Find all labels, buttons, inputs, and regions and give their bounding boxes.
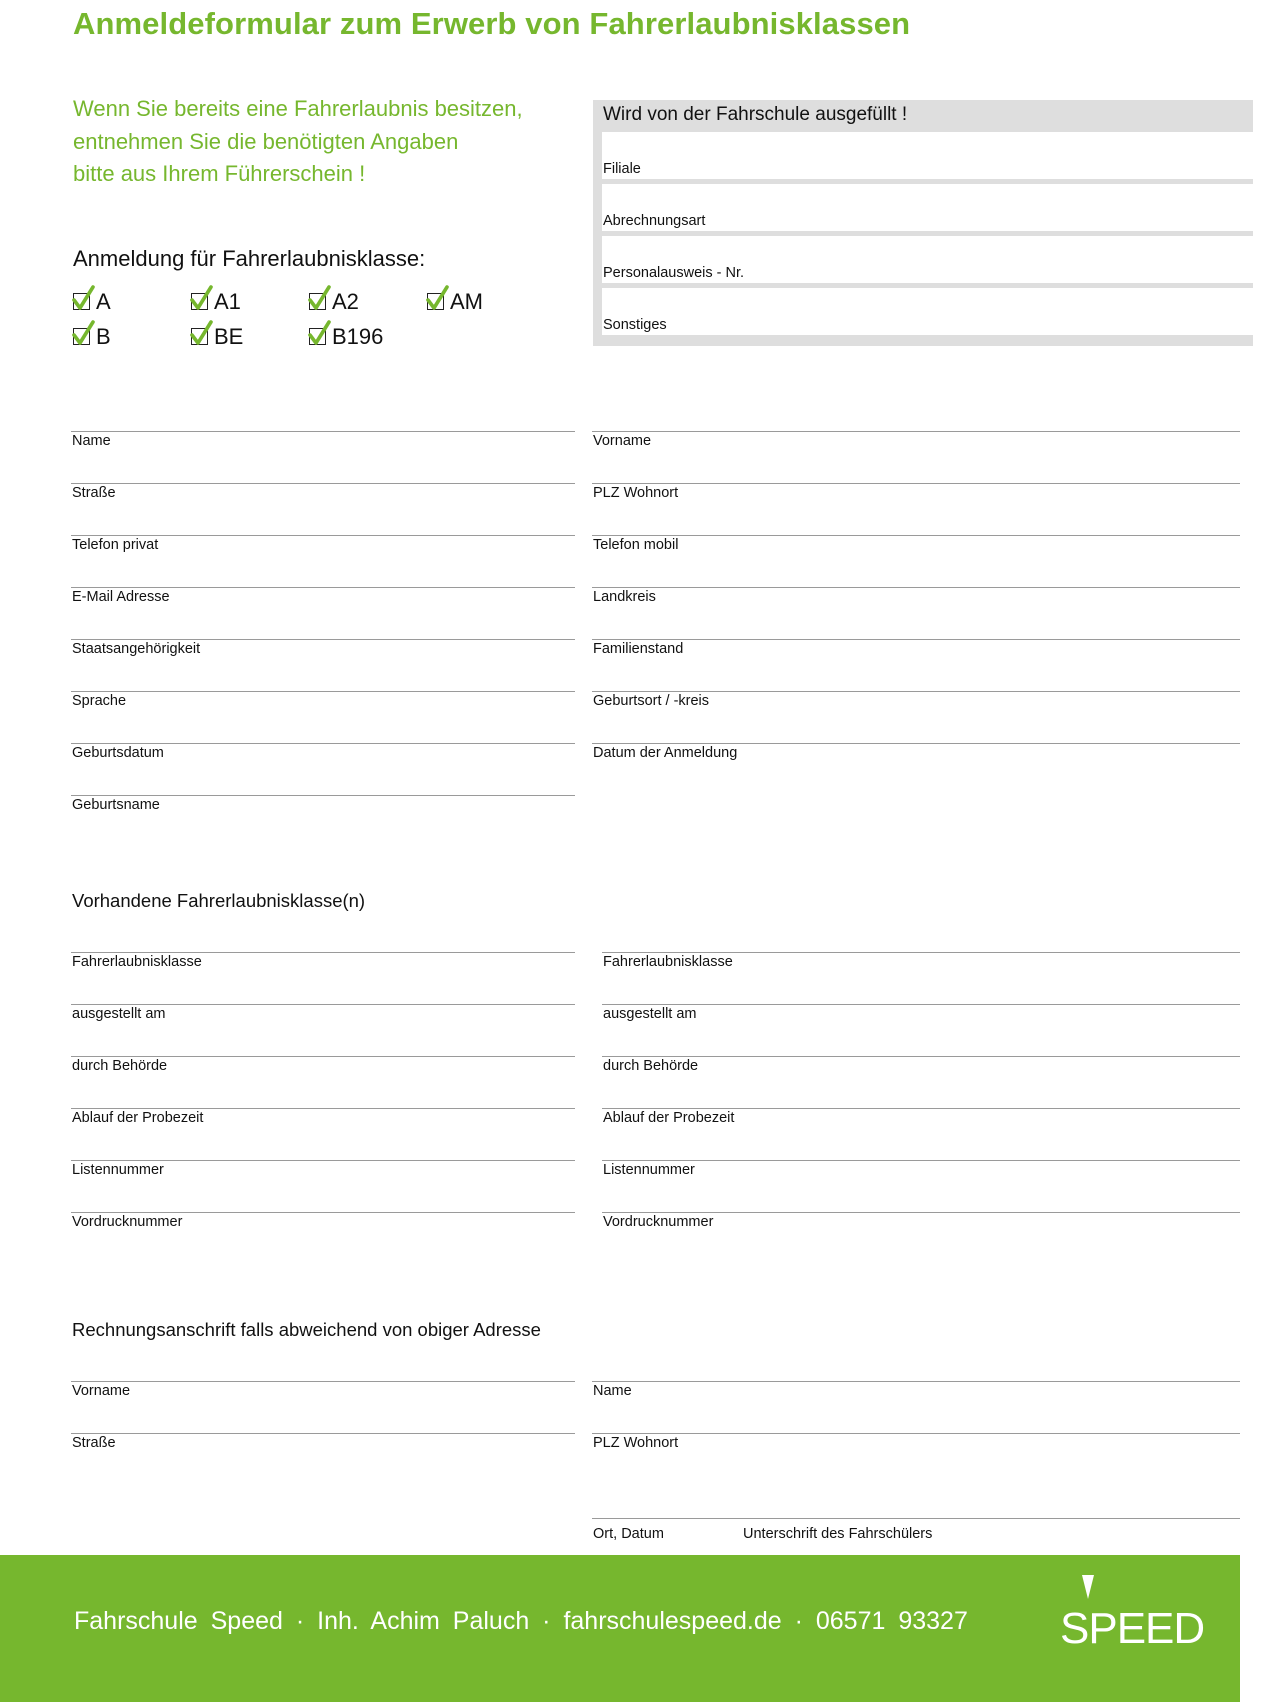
speed-logo-text: SPEED (1060, 1604, 1205, 1653)
field-birth-place[interactable] (592, 691, 1240, 736)
field-probation-end-2[interactable] (602, 1108, 1240, 1153)
office-field-label: Personalausweis - Nr. (603, 265, 745, 281)
checkmark-icon (72, 286, 96, 312)
office-field-id-number[interactable] (602, 236, 1262, 283)
field-name[interactable] (71, 431, 575, 476)
checkbox-box (427, 293, 444, 310)
field-label: Name (72, 433, 111, 449)
field-label: Geburtsdatum (72, 745, 164, 761)
field-label: Fahrerlaubnisklasse (72, 954, 202, 970)
field-label: Datum der Anmeldung (593, 745, 738, 761)
field-label: ausgestellt am (72, 1006, 166, 1022)
checkmark-icon (190, 286, 214, 312)
field-label: Ablauf der Probezeit (72, 1110, 204, 1126)
field-label: PLZ Wohnort (593, 1435, 679, 1451)
checkbox-box (191, 328, 208, 345)
intro-note (73, 93, 523, 191)
field-first-name[interactable] (592, 431, 1240, 476)
checkbox-label: A1 (214, 289, 241, 314)
field-phone-private[interactable] (71, 535, 575, 580)
field-label: ausgestellt am (603, 1006, 697, 1022)
field-list-number[interactable] (71, 1160, 575, 1205)
office-field-label: Filiale (603, 161, 641, 177)
field-marital-status[interactable] (592, 639, 1240, 684)
checkbox-box (309, 293, 326, 310)
field-district[interactable] (592, 587, 1240, 632)
field-license-class-2[interactable] (602, 952, 1240, 997)
field-label: Vorname (593, 433, 652, 449)
checkbox-class-a[interactable] (73, 289, 111, 315)
office-use-panel (593, 100, 1253, 346)
signature-label: Unterschrift des Fahrschülers (743, 1526, 933, 1542)
field-label: Staatsangehörigkeit (72, 641, 201, 657)
field-label: Vordrucknummer (72, 1214, 183, 1230)
footer-contact: Fahrschule Speed · Inh. Achim Paluch · fahrschulespeed.de · 06571 93327 (74, 1607, 968, 1635)
field-label: Sprache (72, 693, 127, 709)
field-label: Landkreis (593, 589, 656, 605)
field-label: PLZ Wohnort (593, 485, 679, 501)
checkmark-icon (72, 321, 96, 347)
field-label: Straße (72, 1435, 116, 1451)
billing-address-heading: Rechnungsanschrift falls abweichend von obiger Adresse (72, 1319, 541, 1340)
field-billing-first-name[interactable] (71, 1381, 575, 1426)
checkbox-class-a1[interactable] (191, 289, 241, 315)
field-authority[interactable] (71, 1056, 575, 1101)
field-label: Listennummer (603, 1162, 695, 1178)
office-field-branch[interactable] (602, 132, 1262, 179)
field-issued-on[interactable] (71, 1004, 575, 1049)
field-label: Listennummer (72, 1162, 164, 1178)
field-birth-name[interactable] (71, 795, 575, 840)
checkbox-class-am[interactable] (427, 289, 483, 315)
checkbox-class-be[interactable] (191, 324, 243, 350)
field-license-class[interactable] (71, 952, 575, 997)
field-registration-date[interactable] (592, 743, 1240, 788)
checkbox-label: A2 (332, 289, 359, 314)
field-label: Straße (72, 485, 116, 501)
field-label: Telefon privat (72, 537, 159, 553)
place-date-label: Ort, Datum (593, 1526, 664, 1542)
field-label: Telefon mobil (593, 537, 679, 553)
field-label: Geburtsname (72, 797, 160, 813)
field-label: Name (593, 1383, 632, 1399)
field-label: Geburtsort / -kreis (593, 693, 710, 709)
field-billing-name[interactable] (592, 1381, 1240, 1426)
checkmark-icon (190, 321, 214, 347)
signature-line[interactable] (592, 1518, 1240, 1519)
field-nationality[interactable] (71, 639, 575, 684)
checkmark-icon (308, 321, 332, 347)
field-form-number[interactable] (71, 1212, 575, 1257)
license-classes-heading: Anmeldung für Fahrerlaubnisklasse: (73, 246, 426, 271)
field-issued-on-2[interactable] (602, 1004, 1240, 1049)
field-probation-end[interactable] (71, 1108, 575, 1153)
checkmark-icon (426, 286, 450, 312)
existing-licenses-heading: Vorhandene Fahrerlaubnisklasse(n) (72, 890, 366, 911)
field-label: E-Mail Adresse (72, 589, 170, 605)
field-list-number-2[interactable] (602, 1160, 1240, 1205)
checkbox-label: B196 (332, 324, 384, 349)
checkbox-label: BE (214, 324, 244, 349)
footer-bar (0, 1555, 1240, 1702)
checkbox-label: AM (450, 289, 483, 314)
field-email[interactable] (71, 587, 575, 632)
checkbox-class-b196[interactable] (309, 324, 383, 350)
checkbox-label: B (96, 324, 111, 349)
checkbox-class-a2[interactable] (309, 289, 359, 315)
field-label: durch Behörde (72, 1058, 168, 1074)
field-label: Vordrucknummer (603, 1214, 714, 1230)
field-authority-2[interactable] (602, 1056, 1240, 1101)
field-label: Vorname (72, 1383, 131, 1399)
field-label: Ablauf der Probezeit (603, 1110, 735, 1126)
checkbox-label: A (96, 289, 111, 314)
intro-line: Wenn Sie bereits eine Fahrerlaubnis besitzen, (73, 96, 523, 121)
field-zip-city[interactable] (592, 483, 1240, 528)
page-title: Anmeldeformular zum Erwerb von Fahrerlaubnisklassen (73, 6, 911, 41)
intro-line: bitte aus Ihrem Führerschein ! (73, 161, 366, 186)
field-billing-street[interactable] (71, 1433, 575, 1478)
field-birth-date[interactable] (71, 743, 575, 788)
field-language[interactable] (71, 691, 575, 736)
office-field-other[interactable] (602, 288, 1262, 335)
checkbox-box (191, 293, 208, 310)
field-label: Familienstand (593, 641, 684, 657)
checkbox-box (309, 328, 326, 345)
office-field-label: Abrechnungsart (603, 213, 706, 229)
field-phone-mobile[interactable] (592, 535, 1240, 580)
checkbox-class-b[interactable] (73, 324, 111, 350)
checkbox-box (73, 293, 90, 310)
office-panel-title: Wird von der Fahrschule ausgefüllt ! (603, 104, 908, 125)
office-field-label: Sonstiges (603, 317, 667, 333)
intro-line: entnehmen Sie die benötigten Angaben (73, 128, 459, 154)
speed-logo (1058, 1573, 1205, 1663)
field-street[interactable] (71, 483, 575, 528)
checkbox-box (73, 328, 90, 345)
field-label: durch Behörde (603, 1058, 699, 1074)
office-field-billing-type[interactable] (602, 184, 1262, 231)
field-label: Fahrerlaubnisklasse (603, 954, 733, 970)
field-billing-zip-city[interactable] (592, 1433, 1240, 1478)
field-form-number-2[interactable] (602, 1212, 1240, 1257)
checkmark-icon (308, 286, 332, 312)
